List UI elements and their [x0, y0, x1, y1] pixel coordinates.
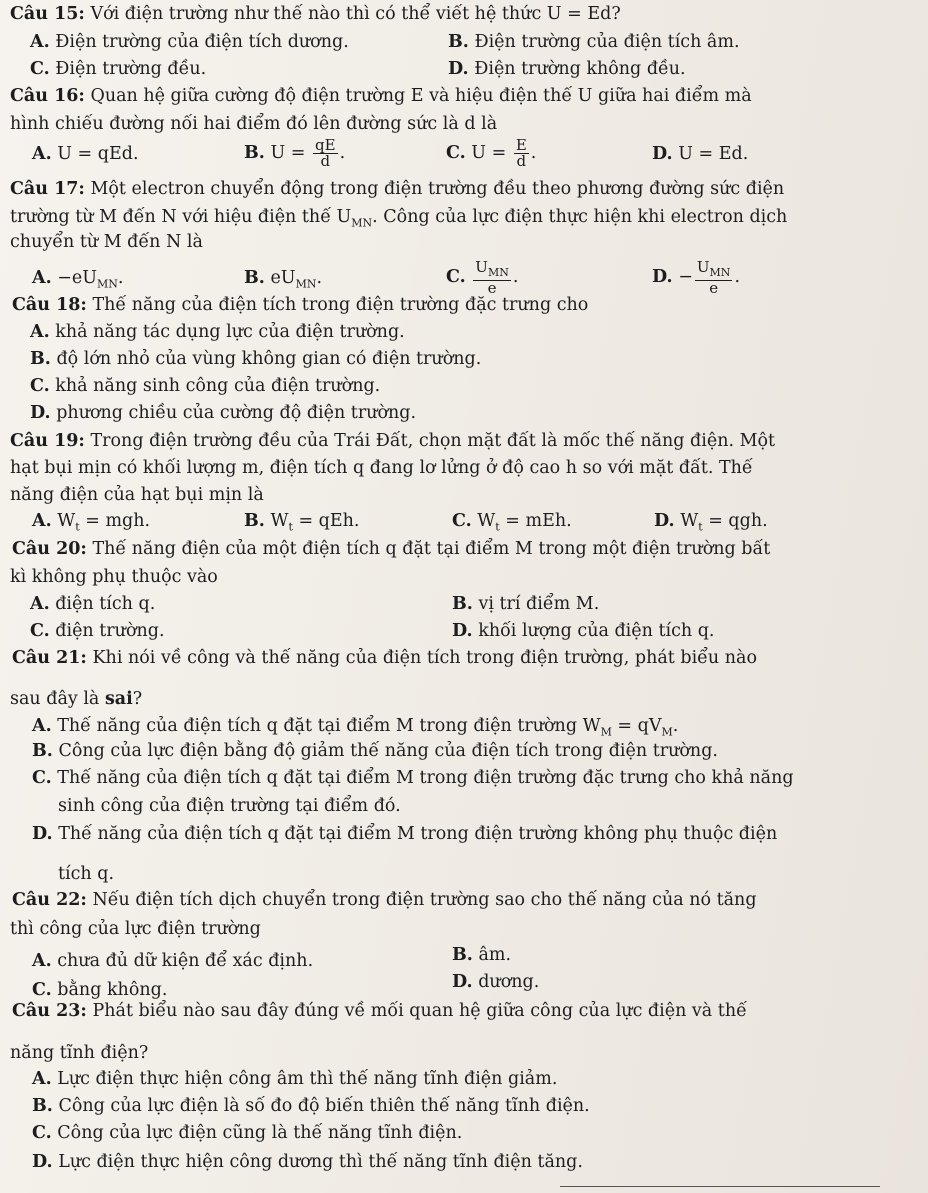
option-label: C.	[446, 267, 466, 287]
option-text: U =	[264, 143, 311, 163]
q21-option-d-cont	[58, 863, 114, 885]
option-text: W	[51, 511, 76, 531]
denominator: d	[320, 152, 331, 170]
q20-option-d	[452, 620, 715, 642]
q23-option-c	[32, 1122, 462, 1144]
subscript: MN	[97, 277, 118, 291]
q16-option-a	[32, 143, 139, 165]
question-text: Quan hệ giữa cường độ điện trường E và hiệu điện thế U giữa hai điểm mà	[84, 86, 752, 106]
question-21-stem	[12, 647, 757, 669]
option-text: bằng không.	[51, 980, 168, 1000]
emphasis-word: sai	[104, 689, 133, 709]
q17-option-b	[244, 267, 322, 296]
option-text: = mEh.	[499, 511, 572, 531]
fraction	[473, 257, 511, 297]
q15-option-a	[30, 31, 349, 53]
option-text: .	[734, 267, 741, 287]
q23-option-d	[32, 1151, 583, 1173]
option-text: W	[674, 511, 699, 531]
option-text: dương.	[472, 972, 540, 992]
numerator: qE	[315, 136, 336, 154]
q22-option-c	[32, 979, 167, 1001]
option-label: B.	[452, 945, 473, 965]
option-label: A.	[30, 594, 50, 614]
option-text: .	[672, 716, 679, 736]
option-text: Thế năng của điện tích q đặt tại điểm M trong điện trường W	[51, 716, 601, 736]
question-16-stem	[10, 85, 752, 107]
question-text: hạt bụi mịn có khối lượng m, điện tích q đang lơ lửng ở độ cao h so với mặt đất. Thế	[10, 458, 753, 478]
option-label: C.	[32, 768, 52, 788]
option-text: .	[117, 268, 124, 288]
question-text: thì công của lực điện trường	[10, 919, 261, 939]
question-label: Câu 23:	[12, 1001, 87, 1021]
option-text: = qgh.	[702, 511, 768, 531]
q19-option-d	[654, 510, 768, 539]
option-label: D.	[448, 59, 469, 79]
option-label: D.	[452, 621, 473, 641]
option-text: = qV	[611, 716, 662, 736]
option-label: C.	[30, 621, 50, 641]
subscript: MN	[351, 216, 373, 230]
q21-option-c-cont	[58, 795, 401, 817]
question-19-stem-cont2	[10, 484, 264, 506]
option-label: A.	[30, 32, 50, 52]
denominator: e	[487, 278, 497, 297]
question-17-stem-cont2	[10, 231, 203, 253]
question-19-stem	[10, 430, 775, 452]
option-text: khối lượng của điện tích q.	[472, 621, 715, 641]
denominator: e	[709, 278, 719, 297]
option-label: A.	[32, 1069, 52, 1089]
subscript: MN	[295, 277, 317, 291]
question-label: Câu 22:	[12, 890, 87, 910]
question-text: Trong điện trường đều của Trái Đất, chọn mặt đất là mốc thế năng điện. Một	[84, 431, 776, 451]
q16-option-c	[446, 134, 536, 172]
subscript: MN	[709, 265, 731, 279]
subscript: t	[75, 520, 80, 534]
q23-option-a	[32, 1068, 557, 1090]
question-23-stem-cont	[10, 1042, 148, 1064]
question-17-stem	[10, 178, 784, 200]
question-18-stem	[12, 294, 588, 316]
option-text: = qEh.	[292, 511, 360, 531]
numerator: E	[515, 136, 527, 154]
question-text: sau đây là	[10, 689, 105, 709]
question-text: . Công của lực điện thực hiện khi electron dịch	[372, 207, 788, 227]
option-label: B.	[32, 1096, 53, 1116]
option-label: B.	[244, 511, 265, 531]
option-label: A.	[32, 268, 52, 288]
question-15-stem	[10, 3, 621, 25]
option-text: tích q.	[58, 864, 115, 884]
question-text: Thế năng điện của một điện tích q đặt tại điểm M trong một điện trường bất	[86, 539, 771, 559]
option-text: độ lớn nhỏ của vùng không gian có điện trường.	[50, 349, 482, 369]
question-text: Thế năng của điện tích trong điện trường đặc trưng cho	[86, 295, 589, 315]
question-text: kì không phụ thuộc vào	[10, 567, 218, 587]
option-text: điện tích q.	[49, 594, 156, 614]
option-label: B.	[32, 741, 53, 761]
option-text: âm.	[472, 945, 512, 965]
option-label: A.	[32, 951, 52, 971]
q20-option-b	[452, 593, 599, 615]
q20-option-c	[30, 620, 165, 642]
option-label: C.	[452, 511, 472, 531]
option-text: eU	[264, 268, 296, 288]
q15-option-b	[448, 31, 740, 53]
option-label: C.	[446, 143, 466, 163]
option-label: D.	[30, 403, 51, 423]
q18-option-d	[30, 402, 416, 424]
option-label: D.	[32, 824, 53, 844]
question-20-stem	[12, 538, 770, 560]
question-label: Câu 18:	[12, 295, 87, 315]
subscript: M	[661, 725, 673, 739]
q22-option-d	[452, 971, 539, 993]
option-label: D.	[652, 144, 673, 164]
question-text: năng tĩnh điện?	[10, 1043, 149, 1063]
question-text: ?	[132, 689, 143, 709]
option-label: A.	[32, 716, 52, 736]
option-label: D.	[654, 511, 675, 531]
option-text: vị trí điểm M.	[472, 594, 600, 614]
option-text: Lực điện thực hiện công dương thì thế năng tĩnh điện tăng.	[52, 1152, 583, 1172]
numerator	[473, 257, 511, 281]
option-text: khả năng sinh công của điện trường.	[49, 376, 381, 396]
q21-option-d	[32, 823, 777, 845]
option-label: C.	[30, 59, 50, 79]
fraction	[313, 138, 338, 169]
q22-option-a	[32, 950, 313, 972]
option-label: B.	[244, 143, 265, 163]
q21-option-b	[32, 740, 718, 762]
option-label: A.	[32, 511, 52, 531]
subscript: MN	[487, 265, 509, 279]
option-text: Công của lực điện bằng độ giảm thế năng của điện tích trong điện trường.	[52, 741, 718, 761]
q19-option-c	[452, 510, 572, 539]
q15-option-d	[448, 58, 686, 80]
subscript: t	[698, 520, 703, 534]
option-text: U = qEd.	[51, 144, 139, 164]
numerator-text: U	[696, 257, 710, 276]
question-23-stem	[12, 1000, 747, 1022]
question-text: trường từ M đến N với hiệu điện thế U	[10, 207, 352, 227]
question-label: Câu 15:	[10, 4, 85, 24]
option-text: .	[512, 267, 519, 287]
option-label: D.	[32, 1152, 53, 1172]
option-text: Điện trường không đều.	[468, 59, 686, 79]
option-text: Công của lực điện cũng là thế năng tĩnh điện.	[51, 1123, 463, 1143]
option-label: D.	[652, 267, 673, 287]
question-20-stem-cont	[10, 566, 218, 588]
numerator	[695, 257, 733, 281]
option-text: .	[316, 268, 323, 288]
q22-option-b	[452, 944, 511, 966]
option-label: A.	[30, 322, 50, 342]
option-text: U = Ed.	[672, 144, 749, 164]
question-text: chuyển từ M đến N là	[10, 232, 203, 252]
option-text: W	[471, 511, 496, 531]
q23-option-b	[32, 1095, 590, 1117]
question-label: Câu 20:	[12, 539, 87, 559]
bottom-divider	[560, 1186, 880, 1187]
q16-option-b	[244, 134, 345, 172]
subscript: t	[288, 520, 293, 534]
denominator: d	[516, 152, 527, 170]
option-text: điện trường.	[49, 621, 165, 641]
option-text: Công của lực điện là số đo độ biến thiên thế năng tĩnh điện.	[52, 1096, 590, 1116]
option-text: Điện trường của điện tích âm.	[468, 32, 740, 52]
fraction	[514, 138, 529, 169]
option-text: .	[530, 143, 537, 163]
question-text: Phát biểu nào sau đây đúng về mối quan hệ giữa công của lực điện và thế	[86, 1001, 747, 1021]
option-label: C.	[30, 376, 50, 396]
question-label: Câu 19:	[10, 431, 85, 451]
option-label: A.	[32, 144, 52, 164]
question-text: hình chiếu đường nối hai điểm đó lên đường sức là d là	[10, 114, 498, 134]
option-label: D.	[452, 972, 473, 992]
option-text: Điện trường của điện tích dương.	[49, 32, 349, 52]
question-text: Khi nói về công và thế năng của điện tích trong điện trường, phát biểu nào	[86, 648, 758, 668]
q16-option-d	[652, 143, 748, 165]
question-19-stem-cont	[10, 457, 753, 479]
question-text: Một electron chuyển động trong điện trường đều theo phương đường sức điện	[84, 179, 785, 199]
option-text: sinh công của điện trường tại điểm đó.	[58, 796, 401, 816]
question-text: Nếu điện tích dịch chuyển trong điện trường sao cho thế năng của nó tăng	[86, 890, 757, 910]
option-text: = mgh.	[79, 511, 151, 531]
question-text: Với điện trường như thế nào thì có thể viết hệ thức U = Ed?	[84, 4, 621, 24]
q15-option-c	[30, 58, 206, 80]
option-text: −	[672, 267, 693, 287]
q17-option-c	[446, 257, 518, 297]
option-text: Thế năng của điện tích q đặt tại điểm M trong điện trường đặc trưng cho khả năng	[51, 768, 794, 788]
q19-option-a	[32, 510, 150, 539]
q21-option-c	[32, 767, 794, 789]
q17-option-a	[32, 267, 123, 296]
option-text: −eU	[51, 268, 98, 288]
subscript: M	[600, 725, 612, 739]
question-21-stem-cont	[10, 688, 142, 710]
numerator-text: U	[475, 257, 488, 276]
subscript: t	[495, 520, 500, 534]
option-text: .	[339, 143, 346, 163]
option-label: C.	[32, 1123, 52, 1143]
question-22-stem	[12, 889, 757, 911]
option-text: khả năng tác dụng lực của điện trường.	[49, 322, 405, 342]
q18-option-c	[30, 375, 380, 397]
option-text: phương chiều của cường độ điện trường.	[50, 403, 417, 423]
option-label: B.	[30, 349, 51, 369]
option-label: B.	[452, 594, 473, 614]
option-text: Điện trường đều.	[49, 59, 207, 79]
q18-option-a	[30, 321, 405, 343]
question-label: Câu 16:	[10, 86, 85, 106]
option-text: W	[264, 511, 289, 531]
question-22-stem-cont	[10, 918, 261, 940]
q17-option-d	[652, 257, 740, 297]
q19-option-b	[244, 510, 359, 539]
option-text: Thế năng của điện tích q đặt tại điểm M trong điện trường không phụ thuộc điện	[52, 824, 778, 844]
option-label: B.	[448, 32, 469, 52]
q18-option-b	[30, 348, 481, 370]
q20-option-a	[30, 593, 155, 615]
question-label: Câu 21:	[12, 648, 87, 668]
option-label: C.	[32, 980, 52, 1000]
fraction	[695, 257, 733, 297]
option-text: Lực điện thực hiện công âm thì thế năng tĩnh điện giảm.	[51, 1069, 558, 1089]
question-label: Câu 17:	[10, 179, 85, 199]
question-16-stem-cont	[10, 113, 497, 135]
option-text: chưa đủ dữ kiện để xác định.	[51, 951, 314, 971]
option-label: B.	[244, 268, 265, 288]
option-text: U =	[465, 143, 512, 163]
question-text: năng điện của hạt bụi mịn là	[10, 485, 264, 505]
